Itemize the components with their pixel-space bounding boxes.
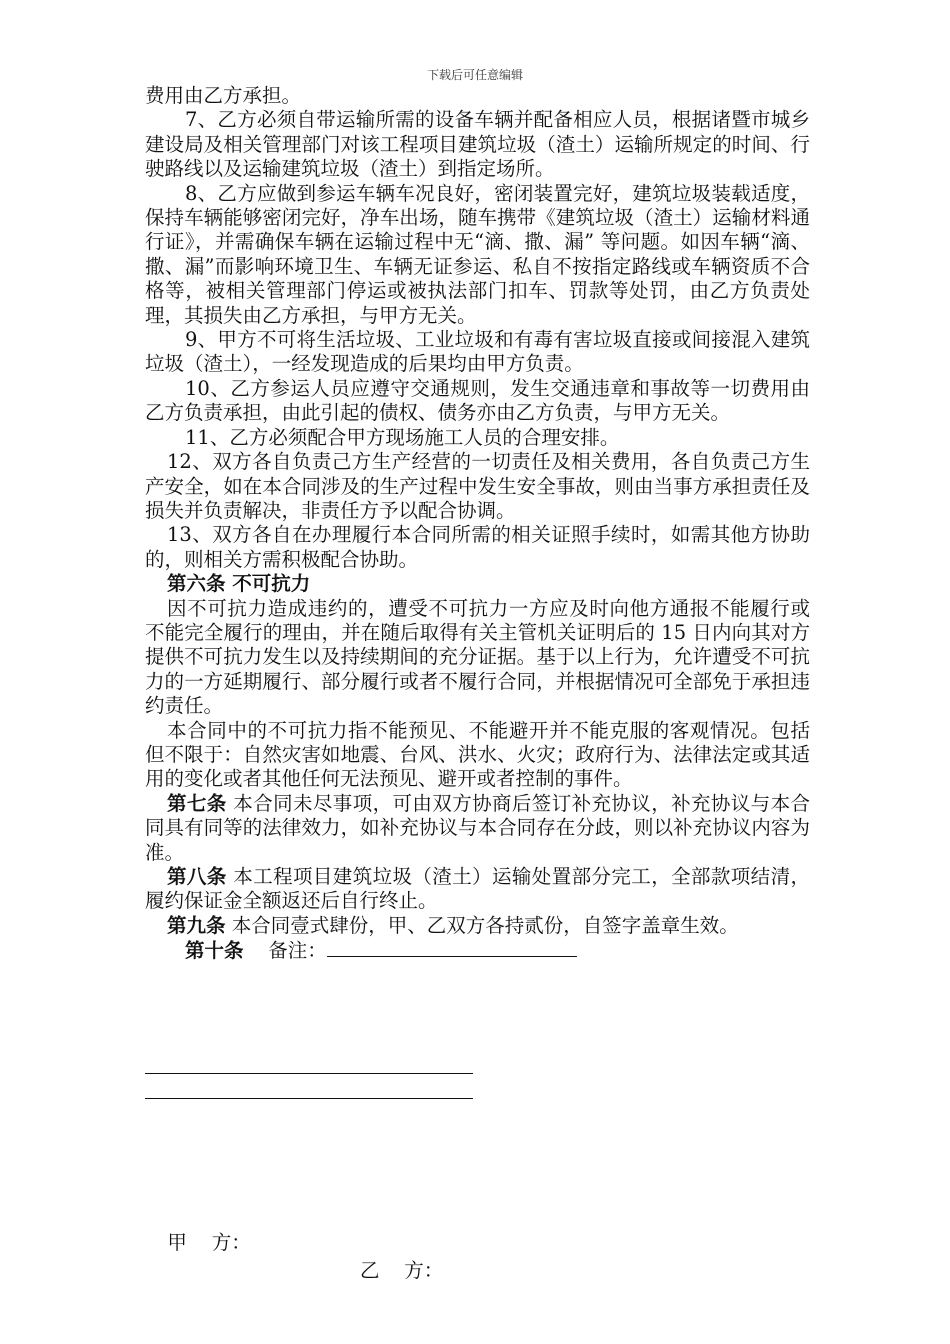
article-10-text: 备注： [243, 939, 327, 963]
party-b-signature: 乙 方： [360, 1259, 444, 1282]
article-9 [145, 914, 810, 938]
article-7-label: 第七条 [167, 791, 227, 815]
remarks-blank-line-2 [145, 1073, 473, 1074]
clause-12: 12、双方各自负责己方生产经营的一切责任及相关费用，各自负责己方生产安全，如在本合同涉及的生产过程中发生安全事故，则由当事方承担责任及损失并负责解决，非责任方予以配合协调。 [145, 450, 810, 522]
article-10 [145, 938, 810, 963]
article-7 [145, 792, 810, 865]
article-8 [145, 865, 810, 914]
article-9-label: 第九条 [167, 913, 226, 937]
party-a-signature: 甲 方： [167, 1231, 251, 1254]
paragraph-6-end: 费用由乙方承担。 [145, 84, 302, 107]
contract-body [145, 84, 810, 964]
clause-10: 10、乙方参运人员应遵守交通规则，发生交通违章和事故等一切费用由乙方负责承担，由此引起的债权、债务亦由乙方负责，与甲方无关。 [145, 376, 810, 425]
clause-11: 11、乙方必须配合甲方现场施工人员的合理安排。 [185, 425, 620, 449]
article-9-text: 本合同壹式肆份，甲、乙双方各持贰份，自签字盖章生效。 [225, 913, 739, 937]
article-10-label: 第十条 [185, 939, 244, 963]
page-header: 下载后可任意编辑 [426, 68, 523, 82]
signature-block [155, 1204, 444, 1282]
clause-13: 13、双方各自在办理履行本合同所需的相关证照手续时，如需其他方协助的，则相关方需积极配合协助。 [145, 523, 810, 571]
article-8-text: 本工程项目建筑垃圾（渣土）运输处置部分完工，全部款项结清，履约保证金全额返还后自行终止。 [145, 865, 810, 913]
article-7-text: 本合同未尽事项，可由双方协商后签订补充协议，补充协议与本合同具有同等的法律效力，如补充协议与本合同存在分歧，则以补充协议内容为准。 [145, 791, 810, 864]
article-6-title: 第六条 不可抗力 [167, 572, 311, 596]
clause-8: 8、乙方应做到参运车辆车况良好，密闭装置完好，建筑垃圾装载适度，保持车辆能够密闭完好，净车出场，随车携带《建筑垃圾（渣土）运输材料通行证》，并需确保车辆在运输过程中无“滴、撒、漏” 等问题。如因车辆“滴、撒、漏”而影响环境卫生、车辆无证参运、私自不按指定路线或车辆资质不合格等，被相关管理部门停运或被执法部门扣车、罚款等处罚，由乙方负责处理，其损失由乙方承担，与甲方无关。 [145, 181, 810, 327]
clause-7: 7、乙方必须自带运输所需的设备车辆并配备相应人员，根据诸暨市城乡建设局及相关管理部门对该工程项目建筑垃圾（渣土）运输所规定的时间、行驶路线以及运输建筑垃圾（渣土）到指定场所。 [145, 108, 810, 181]
clause-9: 9、甲方不可将生活垃圾、工业垃圾和有毒有害垃圾直接或间接混入建筑垃圾（渣土），一经发现造成的后果均由甲方负责。 [145, 328, 810, 376]
article-6-paragraph-2: 本合同中的不可抗力指不能预见、不能避开并不能克服的客观情况。包括但不限于：自然灾害如地震、台风、洪水、火灾；政府行为、法律法定或其适用的变化或者其他任何无法预见、避开或者控制的事件。 [145, 718, 810, 791]
article-6-paragraph-1: 因不可抗力造成违约的，遭受不可抗力一方应及时向他方通报不能履行或不能完全履行的理由，并在随后取得有关主管机关证明后的 15 日内向其对方提供不可抗力发生以及持续期间的充分证据。基于以上行为，允许遭受不可抗力的一方延期履行、部分履行或者不履行合同，并根据情况可全部免于承担违约责任。 [145, 596, 810, 718]
remarks-blank-line [327, 938, 577, 957]
remarks-blank-line-3 [145, 1098, 473, 1099]
article-8-label: 第八条 [167, 865, 227, 888]
